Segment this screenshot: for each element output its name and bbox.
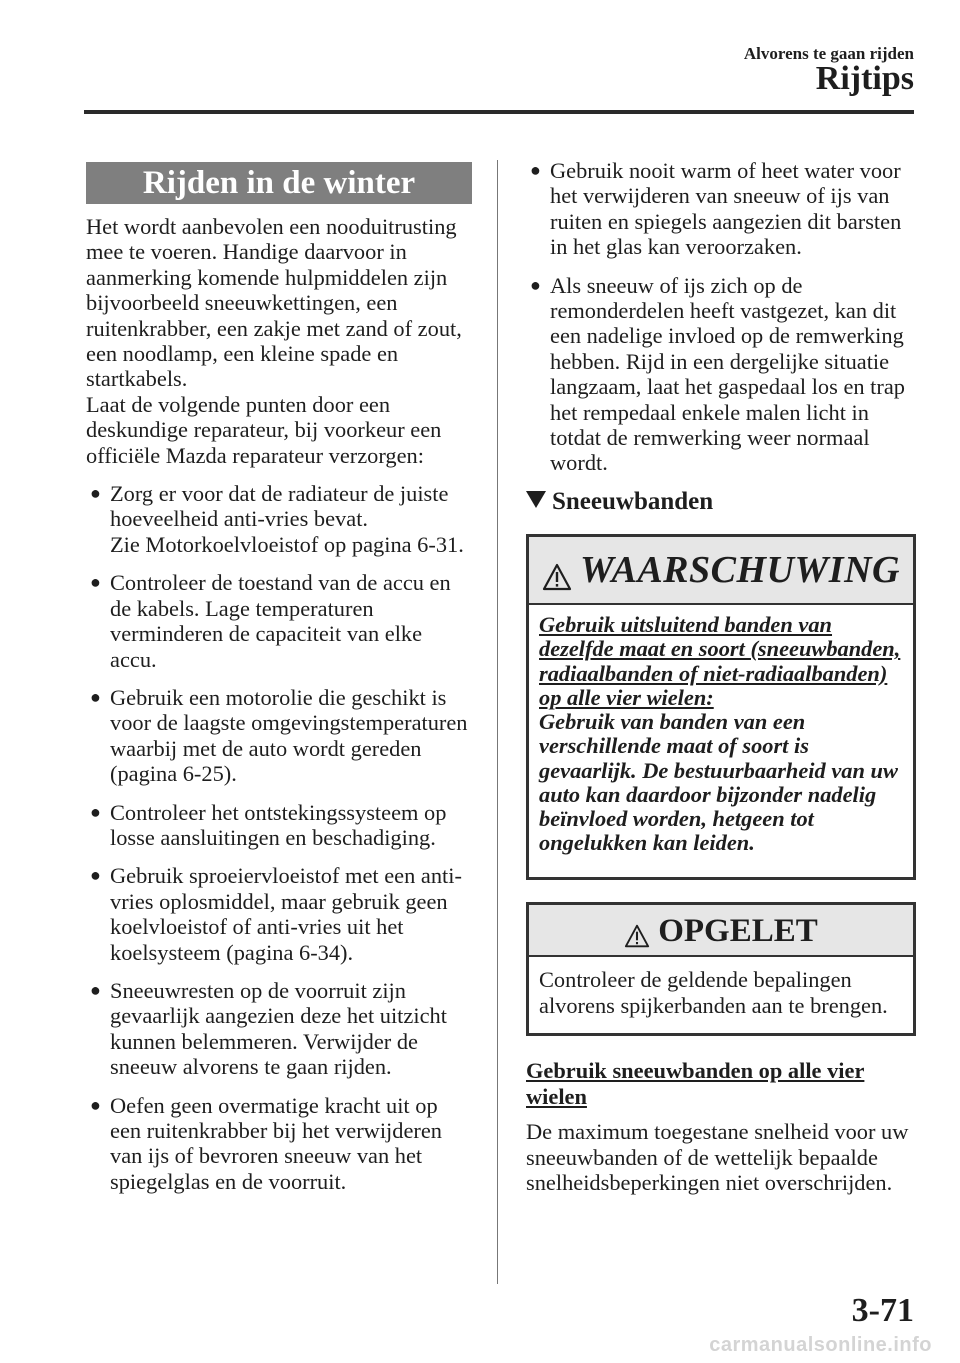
bullet-icon: ● [90, 801, 101, 822]
warning-text: Gebruik van banden van een verschillende maat of soort is gevaarlijk. De bestuurbaarheid van uw auto kan daardoor bijzonder nadelig beïnvloed worden, hetgeen tot ongelukken kan leiden. [539, 709, 898, 856]
bullet-icon: ● [530, 274, 541, 295]
list-item [86, 863, 472, 965]
list-item [86, 685, 472, 787]
winter-checklist [86, 481, 472, 1194]
bullet-icon: ● [530, 160, 541, 180]
caution-text: Controleer de geldende bepalingen alvorens spijkerbanden aan te brengen. [539, 967, 888, 1019]
warning-box [526, 534, 916, 880]
page-title: Rijden in de winter [86, 162, 472, 204]
list-item-text: Gebruik een motorolie die geschikt is voor de laagste omgevingstemperaturen waarbij met de auto wordt gereden (pagina 6-25). [110, 684, 468, 787]
column-divider [497, 160, 498, 1284]
snow-tires-text: De maximum toegestane snelheid voor uw sneeuwbanden of de wettelijk bepaalde snelheidsbeperkingen niet overschrijden. [526, 1119, 909, 1195]
watermark: carmanualsonline.info [709, 1334, 932, 1356]
list-item-text: Gebruik nooit warm of heet water voor het verwijderen van sneeuw of ijs van ruiten en spiegels aangezien dit barsten in het glas kan veroorzaken. [550, 158, 902, 260]
triangle-down-icon [526, 491, 546, 508]
page-number: 3-71 [851, 1292, 914, 1329]
warning-triangle-icon [624, 924, 650, 948]
list-item-text: Zorg er voor dat de radiateur de juiste hoeveelheid anti-vries bevat. [110, 481, 449, 532]
warning-header [529, 537, 913, 605]
intro-paragraph-2: Laat de volgende punten door een deskundige reparateur, bij voorkeur een officiële Mazda reparateur verzorgen: [86, 391, 442, 468]
snow-tires-heading: Gebruik sneeuwbanden op alle vier wielen [526, 1058, 865, 1109]
winter-checklist-continued [526, 158, 916, 476]
bullet-icon: ● [90, 572, 101, 593]
list-item [526, 273, 916, 476]
warning-rule: Gebruik uitsluitend banden van dezelfde maat en soort (sneeuwbanden, radiaalbanden of niet-radiaalbanden) op alle vier wielen: [539, 612, 901, 710]
cross-reference: Zie Motorkoelvloeistof op pagina 6-31. [110, 531, 464, 557]
left-column [86, 162, 472, 1194]
list-item-text: Als sneeuw of ijs zich op de remonderdelen heeft vastgezet, kan dit een nadelige invloed op de remwerking hebben. Rijd in een dergelijke situatie langzaam, laat het gaspedaal los en trap het rempedaal enkele malen licht in totdat de remwerking weer normaal wordt. [550, 272, 905, 476]
list-item [86, 1093, 472, 1195]
list-item-text: Sneeuwresten op de voorruit zijn gevaarlijk aangezien deze het uitzicht kunnen belemmeren. Verwijder de sneeuw alvorens te gaan rijden. [110, 977, 447, 1080]
warning-triangle-icon [542, 563, 572, 591]
bullet-icon: ● [90, 686, 101, 707]
subheading [526, 489, 916, 514]
bullet-icon: ● [90, 979, 101, 1000]
list-item [86, 978, 472, 1080]
warning-body [529, 605, 913, 877]
list-item [86, 481, 472, 557]
caution-title: OPGELET [658, 913, 818, 950]
intro-paragraph: Het wordt aanbevolen een nooduitrusting mee te voeren. Handige daarvoor in aanmerking komende hulpmiddelen zijn bijvoorbeeld sneeuwkettingen, een ruitenkrabber, een zakje met zand of zout, een noodlamp, een kleine spade en startkabels. [86, 214, 462, 392]
list-item [86, 570, 472, 672]
caution-box [526, 902, 916, 1036]
list-item-text: Controleer de toestand van de accu en de kabels. Lage temperaturen verminderen de capaciteit van elke accu. [110, 570, 451, 672]
header-rule [84, 110, 914, 114]
bullet-icon: ● [90, 483, 101, 504]
list-item-text: Gebruik sproeiervloeistof met een anti-vries oplosmiddel, maar gebruik geen koelvloeistof of anti-vries uit het koelsysteem (pagina 6-34). [110, 863, 462, 965]
subheading-text: Sneeuwbanden [552, 487, 714, 515]
chapter-title: Alvorens te gaan rijden [743, 44, 914, 63]
list-item-text: Controleer het ontstekingssysteem op losse aansluitingen en beschadiging. [110, 799, 447, 850]
bullet-icon: ● [90, 1094, 101, 1115]
bullet-icon: ● [90, 865, 101, 886]
right-column [526, 158, 916, 1195]
warning-title: WAARSCHUWING [580, 549, 900, 592]
list-item-text: Oefen geen overmatige kracht uit op een ruitenkrabber bij het verwijderen van ijs of bevroren sneeuw van het spiegelglas en de voorruit. [110, 1092, 442, 1194]
list-item [526, 158, 916, 260]
list-item [86, 800, 472, 851]
caution-header [529, 905, 913, 957]
section-title: Rijtips [815, 60, 914, 97]
